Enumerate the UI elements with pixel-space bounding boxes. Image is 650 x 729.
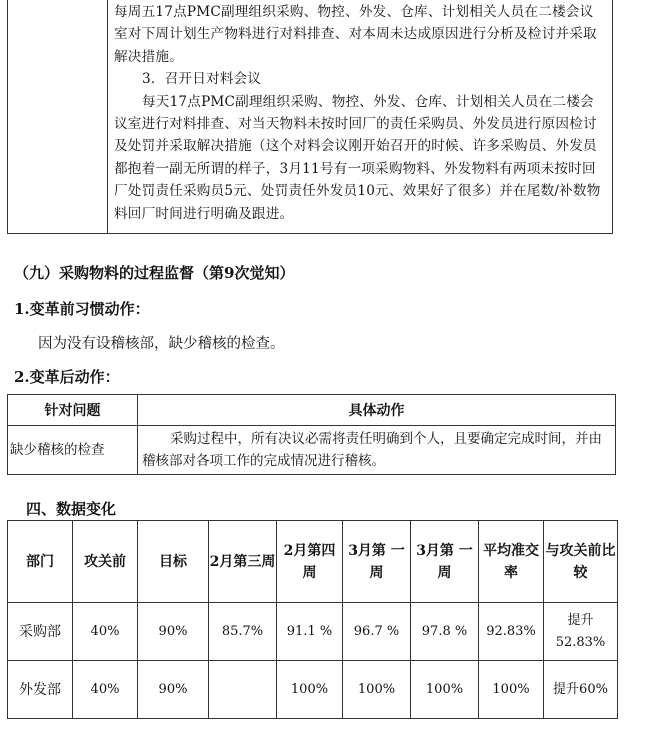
column-header-avg: 平均准交率 [479,521,544,603]
data-table-header-row [8,521,618,603]
before-change-heading: 1.变革前习惯动作： [14,300,150,318]
column-header-dept: 部门 [8,521,73,603]
column-header-feb-w3: 2月第三周 [209,521,277,603]
column-header-feb-w4: 2月第四周 [277,521,343,603]
before-cell: 40% [73,603,138,661]
daily-meeting-paragraph: 每天17点PMC副理组织采购、物控、外发、仓库、计划相关人员在二楼会议室进行对料排查、对当天物料未按时回厂的责任采购员、外发员进行原因检讨及处罚并采取解决措施（这个对料会议刚开始召开的时候、许多采购员、外发员都抱着一副无所谓的样子，3月11号有一项采购物料、外发物料有两项未按时回厂处罚责任采购员5元、处罚责任外发员10元、效果好了很多）并在尾数/补数物料回厂时间进行明确及跟进。 [114,93,601,222]
mar-w1b-cell: 97.8 % [411,603,479,661]
dept-cell: 外发部 [8,661,73,719]
compare-cell: 提升52.83% [544,603,618,661]
continued-table [7,0,613,234]
compare-cell: 提升60% [544,661,618,719]
dept-cell: 采购部 [8,603,73,661]
table-row [8,603,618,661]
table-row [8,661,618,719]
feb-w3-cell: 85.7% [209,603,277,661]
column-header-mar-w1b: 3月第 一 周 [411,521,479,603]
column-header-compare: 与攻关前比较 [544,521,618,603]
mar-w1a-cell: 96.7 % [343,603,411,661]
continued-table-label-cell [8,0,108,234]
mar-w1b-cell: 100% [411,661,479,719]
avg-cell: 100% [479,661,544,719]
target-cell: 90% [138,661,209,719]
column-header-target: 目标 [138,521,209,603]
feb-w3-cell [209,661,277,719]
issue-cell: 缺少稽核的检查 [8,426,138,475]
feb-w4-cell: 100% [277,661,343,719]
action-table [7,394,616,475]
column-header-action: 具体动作 [138,395,616,426]
column-header-issue: 针对问题 [8,395,138,426]
section-9-title: （九）采购物料的过程监督（第9次觉知） [14,264,295,282]
before-cell: 40% [73,661,138,719]
weekly-meeting-paragraph: 每周五17点PMC副理组织采购、物控、外发、仓库、计划相关人员在二楼会议室对下周计划生产物料进行对料排查、对本周未达成原因进行分析及检讨并采取解决措施。 [114,4,597,65]
action-table-header-row [8,395,616,426]
target-cell: 90% [138,603,209,661]
continued-table-content-cell [108,0,613,234]
after-change-heading: 2.变革后动作： [14,368,120,386]
data-section-title: 四、数据变化 [26,500,117,518]
table-row [8,426,616,475]
action-cell: 采购过程中，所有决议必需将责任明确到个人，且要确定完成时间，并由稽核部对各项工作的完成情况进行稽核。 [138,426,616,475]
data-table [7,520,618,719]
column-header-before: 攻关前 [73,521,138,603]
daily-meeting-subheading: 3．召开日对料会议 [142,71,262,88]
feb-w4-cell: 91.1 % [277,603,343,661]
mar-w1a-cell: 100% [343,661,411,719]
column-header-mar-w1a: 3月第 一 周 [343,521,411,603]
avg-cell: 92.83% [479,603,544,661]
before-change-text: 因为没有设稽核部，缺少稽核的检查。 [38,336,285,352]
